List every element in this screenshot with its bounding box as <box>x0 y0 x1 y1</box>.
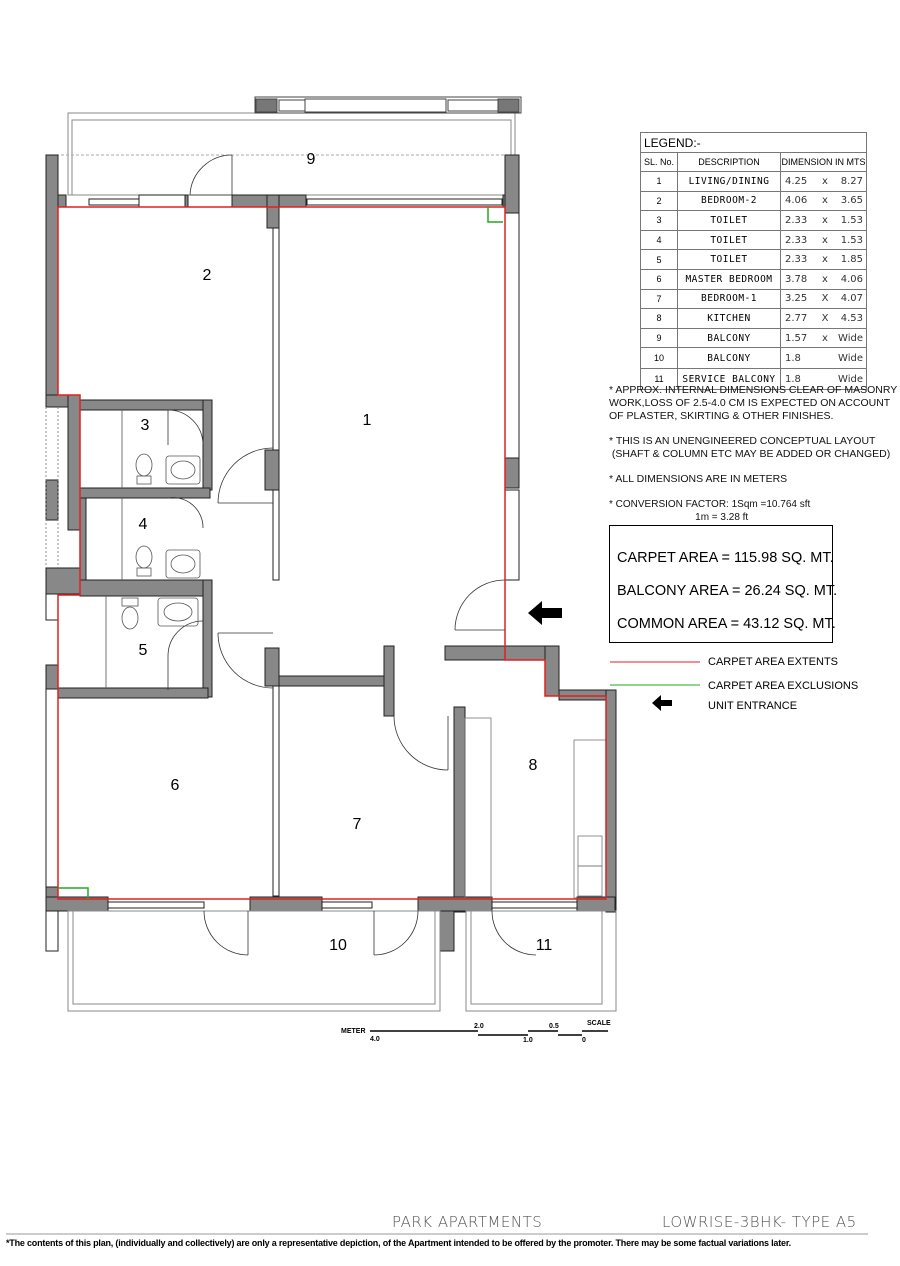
legend-header-dim: DIMENSION IN MTS <box>781 153 867 172</box>
carpet-area-exclusions <box>58 207 503 899</box>
key-unit-entrance-label: UNIT ENTRANCE <box>708 700 798 712</box>
project-name: PARK APARTMENTS <box>392 1213 543 1231</box>
room-label-5: 5 <box>138 642 148 659</box>
legend-row: 4 TOILET 2.33 x 1.53 <box>641 230 867 250</box>
room-label-10: 10 <box>329 937 347 954</box>
area-summary-box <box>609 525 838 643</box>
scale-bar <box>370 1031 608 1035</box>
balcony-9-planter <box>255 97 521 113</box>
legend-row: 3 TOILET 2.33 x 1.53 <box>641 211 867 231</box>
balcony-9-outline <box>68 113 515 195</box>
legend-row: 11 SERVICE BALCONY 1.8 Wide <box>641 369 867 390</box>
legend-header-desc: DESCRIPTION <box>678 153 781 172</box>
room-label-9: 9 <box>306 151 316 168</box>
key-entrance-arrow <box>652 695 672 711</box>
key-carpet-extents-label: CARPET AREA EXTENTS <box>708 656 839 668</box>
room-label-11: 11 <box>535 937 553 954</box>
room-label-2: 2 <box>202 267 212 284</box>
common-area-text: COMMON AREA = 43.12 SQ. MT. <box>617 616 836 632</box>
carpet-area-text: CARPET AREA = 115.98 SQ. MT. <box>617 550 834 566</box>
legend-header-sl: SL. No. <box>641 153 678 172</box>
note-conceptual: * THIS IS AN UNENGINEERED CONCEPTUAL LAYOUT (SHAFT & COLUMN ETC MAY BE ADDED OR CHANGED) <box>609 435 891 460</box>
disclaimer: *The contents of this plan, (individually and collectively) are only a representative depiction, of the Apartment intended to be offered by the promoter. There may be some factual variations later. <box>6 1238 791 1248</box>
door-swings <box>168 155 536 955</box>
legend-row: 6 MASTER BEDROOM 3.78 x 4.06 <box>641 269 867 289</box>
legend-table <box>640 132 867 390</box>
note-dimensions: * APPROX. INTERNAL DIMENSIONS CLEAR OF MASONRY WORK,LOSS OF 2.5-4.0 CM IS EXPECTED ON ACCOUNT OF PLASTER, SKIRTING & OTHER FINISHES. <box>609 384 898 422</box>
unit-type: LOWRISE-3BHK- TYPE A5 <box>662 1213 857 1231</box>
scale-tick-2: 2.0 <box>474 1023 484 1030</box>
walls <box>46 155 616 951</box>
room-label-8: 8 <box>528 757 538 774</box>
room-label-1: 1 <box>362 412 372 429</box>
balcony-10-11-outline <box>68 911 616 1011</box>
legend-row: 5 TOILET 2.33 x 1.85 <box>641 250 867 270</box>
legend-row: 1 LIVING/DINING 4.25 x 8.27 <box>641 172 867 192</box>
scale-label: SCALE <box>587 1020 611 1027</box>
room-label-4: 4 <box>138 516 148 533</box>
balcony-area-text: BALCONY AREA = 26.24 SQ. MT. <box>617 583 838 599</box>
note-meters: * ALL DIMENSIONS ARE IN METERS <box>609 473 788 485</box>
legend-row: 8 KITCHEN 2.77 X 4.53 <box>641 309 867 329</box>
room-label-7: 7 <box>352 816 362 833</box>
carpet-area-extents <box>58 207 606 899</box>
toilet-fixtures <box>106 410 200 688</box>
scale-meter-label: METER <box>341 1028 366 1035</box>
scale-tick-05: 0.5 <box>549 1023 559 1030</box>
unit-entrance-arrow <box>528 601 562 625</box>
scale-tick-4: 4.0 <box>370 1036 380 1043</box>
legend-row: 7 BEDROOM-1 3.25 X 4.07 <box>641 289 867 309</box>
legend-row: 9 BALCONY 1.57 x Wide <box>641 328 867 348</box>
room-label-6: 6 <box>170 777 180 794</box>
note-conversion: * CONVERSION FACTOR: 1Sqm =10.764 sft 1m = 3.28 ft <box>609 499 811 523</box>
kitchen-fixtures <box>465 718 606 898</box>
scale-tick-1: 1.0 <box>523 1037 533 1044</box>
key-carpet-exclusions-label: CARPET AREA EXCLUSIONS <box>708 680 859 692</box>
scale-tick-0: 0 <box>582 1037 586 1044</box>
legend-row: 2 BEDROOM-2 4.06 x 3.65 <box>641 191 867 211</box>
legend-row: 10 BALCONY 1.8 Wide <box>641 348 867 369</box>
legend-title: LEGEND:- <box>641 133 867 153</box>
room-label-3: 3 <box>140 417 150 434</box>
